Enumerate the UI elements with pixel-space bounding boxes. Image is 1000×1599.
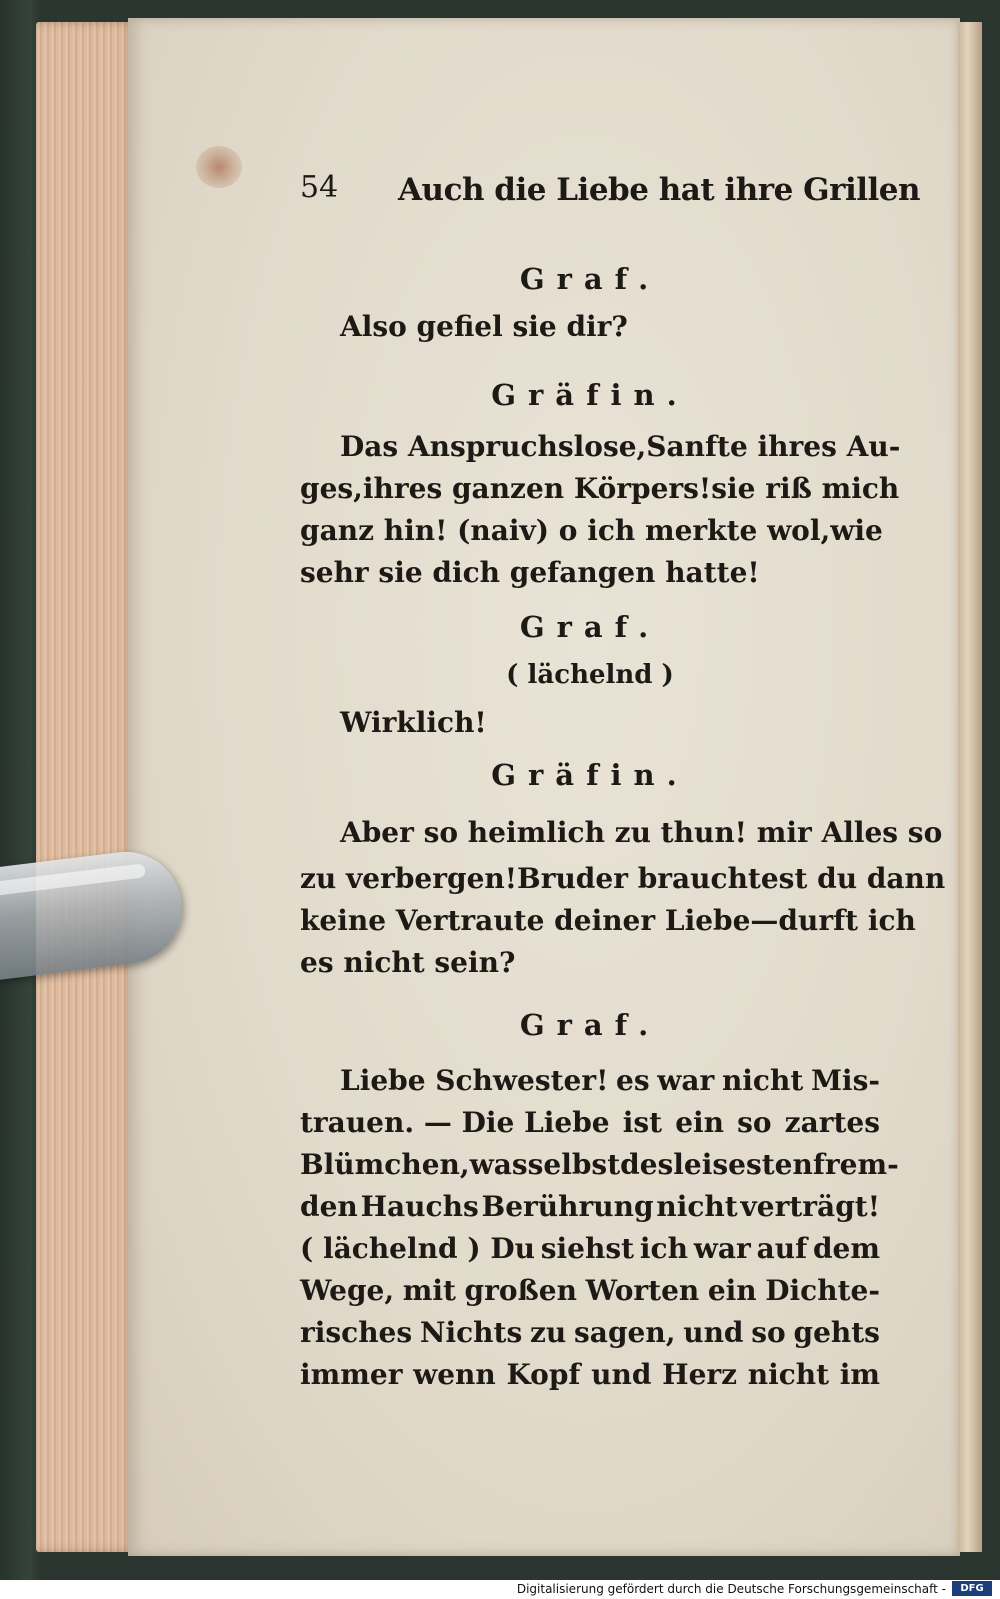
text-line: sehr sie dich gefangen hatte! [300,556,760,589]
text-line: Aber so heimlich zu thun! mir Alles so [340,816,943,849]
text-line: ( lächelnd ) Du siehst ich war auf dem [300,1232,880,1265]
page-stack-edge [36,22,136,1552]
text-line: risches Nichts zu sagen, und so gehts [300,1316,880,1349]
speaker-heading: Graf. [519,610,661,644]
text-line: zu verbergen! Bruder brauchtest du dann [300,862,946,895]
stage-direction: ( lächelnd ) [506,660,674,690]
text-line: den Hauchs Berührung nicht verträgt! [300,1190,880,1223]
text-line: Das Anspruchslose, Sanfte ihres Au- [340,430,901,463]
speaker-heading: Graf. [519,1008,661,1042]
text-line: Blümchen, was selbst des leisesten frem- [300,1148,899,1181]
text-line: trauen. — Die Liebe ist ein so zartes [300,1106,880,1139]
text-line: keine Vertraute deiner Liebe — durft ich [300,904,916,937]
running-title: Auch die Liebe hat ihre Grillen [398,172,921,208]
text-line: Liebe Schwester! es war nicht Mis- [340,1064,880,1097]
speaker-heading: Gräfin. [491,758,689,792]
paper-stain [196,146,242,188]
text-line: es nicht sein? [300,946,516,979]
text-line: immer wenn Kopf und Herz nicht im [300,1358,880,1391]
text-line: ganz hin! (naiv) o ich merkte wol, wie [300,514,883,547]
facing-page-edge [958,22,982,1552]
dialogue-line: Wirklich! [340,706,487,739]
text-line: ges, ihres ganzen Körpers! sie riß mich [300,472,900,505]
dfg-logo: DFG [952,1581,992,1596]
digitization-credit: Digitalisierung gefördert durch die Deutsche Forschungsgemeinschaft - [516,1582,946,1596]
page-number: 54 [300,170,339,205]
speaker-heading: Gräfin. [491,378,689,412]
speaker-heading: Graf. [519,262,661,296]
text-line: Wege, mit großen Worten ein Dichte- [300,1274,880,1307]
dialogue-line: Also gefiel sie dir? [340,310,628,343]
